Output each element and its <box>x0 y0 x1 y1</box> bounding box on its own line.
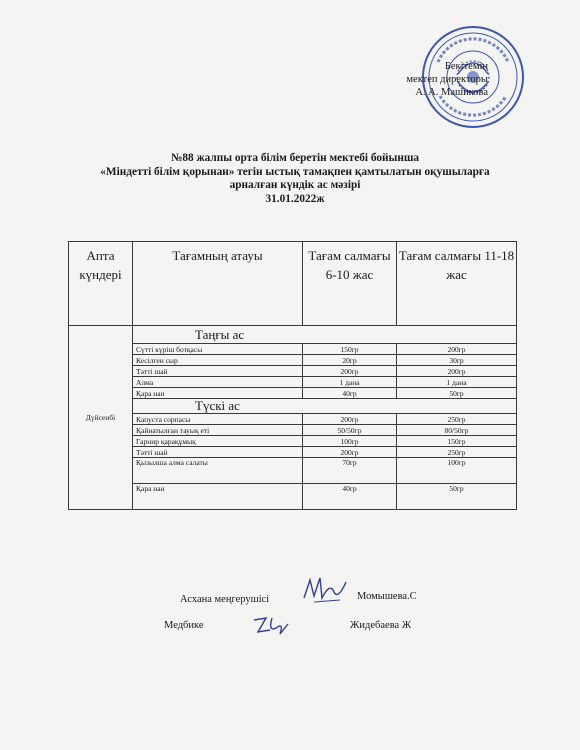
weight-6-10-cell: 20гр <box>303 355 397 366</box>
weight-11-18-cell: 30гр <box>397 355 517 366</box>
medic-role: Медбике <box>164 620 204 631</box>
weight-11-18-cell: 200гр <box>397 366 517 377</box>
weight-6-10-cell: 40гр <box>303 484 397 510</box>
table-row <box>69 436 517 447</box>
header-row <box>69 242 517 326</box>
cook-role: Асхана меңгерушісі <box>180 594 270 605</box>
table-row <box>69 414 517 425</box>
cook-name: Момышева.С <box>357 591 417 602</box>
heading-line-2: «Міндетті білім қорынан» тегін ыстық тамақпен қамтылатын оқушыларға <box>100 165 490 178</box>
weight-11-18-cell: 200гр <box>397 344 517 355</box>
weight-6-10-cell: 50/50гр <box>303 425 397 436</box>
header-weight-11-18: Тағам салмағы 11-18 жас <box>397 242 517 326</box>
approval-line-2: мектеп директоры <box>406 74 488 85</box>
header-weight-6-10: Тағам салмағы 6-10 жас <box>303 242 397 326</box>
day-cell: Дүйсенбі <box>69 326 133 510</box>
dish-cell: Тәтті шай <box>133 447 303 458</box>
dish-cell: Қара нан <box>133 388 303 399</box>
weight-11-18-cell: 50гр <box>397 388 517 399</box>
heading-date: 31.01.2022ж <box>265 192 325 205</box>
dish-cell: Сүтті күріш ботқасы <box>133 344 303 355</box>
heading-line-1: №88 жалпы орта білім беретін мектебі бойынша <box>170 152 420 164</box>
lunch-title: Түскі ас <box>133 399 517 414</box>
weight-6-10-cell: 100гр <box>303 436 397 447</box>
table-row <box>69 447 517 458</box>
dish-cell: Қара нан <box>133 484 303 510</box>
medic-signature <box>250 610 294 640</box>
weight-11-18-cell: 150гр <box>397 436 517 447</box>
weight-6-10-cell: 200гр <box>303 414 397 425</box>
weight-6-10-cell: 200гр <box>303 366 397 377</box>
table-row <box>69 377 517 388</box>
dish-cell: Капуста сорпасы <box>133 414 303 425</box>
table-row <box>69 425 517 436</box>
lunch-title-row <box>69 399 517 414</box>
table-row <box>69 458 517 484</box>
header-days: Апта күндері <box>69 242 133 326</box>
table-row <box>69 484 517 510</box>
weight-6-10-cell: 70гр <box>303 458 397 484</box>
weight-6-10-cell: 40гр <box>303 388 397 399</box>
heading-line-3: арналған күндік ас мәзірі <box>229 179 361 191</box>
weight-11-18-cell: 250гр <box>397 447 517 458</box>
dish-cell: Қайнатылған тауық еті <box>133 425 303 436</box>
approval-line-1: Бекітемін <box>444 61 488 72</box>
medic-name: Жидебаева Ж <box>350 620 412 631</box>
table-row <box>69 366 517 377</box>
table-row <box>69 344 517 355</box>
dish-cell: Гарнир қарақұмық <box>133 436 303 447</box>
weight-6-10-cell: 150гр <box>303 344 397 355</box>
dish-cell: Қызылша алма салаты <box>133 458 303 484</box>
weight-11-18-cell: 50гр <box>397 484 517 510</box>
weight-11-18-cell: 250гр <box>397 414 517 425</box>
menu-table <box>68 241 517 510</box>
weight-11-18-cell: 100гр <box>397 458 517 484</box>
dish-cell: Кесілген сыр <box>133 355 303 366</box>
weight-11-18-cell: 80/50гр <box>397 425 517 436</box>
cook-signature <box>300 572 350 608</box>
approval-block <box>388 60 488 99</box>
header-dish: Тағамның атауы <box>133 242 303 326</box>
weight-6-10-cell: 1 дана <box>303 377 397 388</box>
approval-line-3: А. А. Машикова <box>415 87 488 98</box>
breakfast-title: Таңғы ас <box>133 326 517 344</box>
breakfast-title-row <box>69 326 517 344</box>
dish-cell: Тәтті шай <box>133 366 303 377</box>
table-row <box>69 355 517 366</box>
weight-6-10-cell: 200гр <box>303 447 397 458</box>
weight-11-18-cell: 1 дана <box>397 377 517 388</box>
document-heading <box>60 152 530 206</box>
dish-cell: Алма <box>133 377 303 388</box>
table-row <box>69 388 517 399</box>
